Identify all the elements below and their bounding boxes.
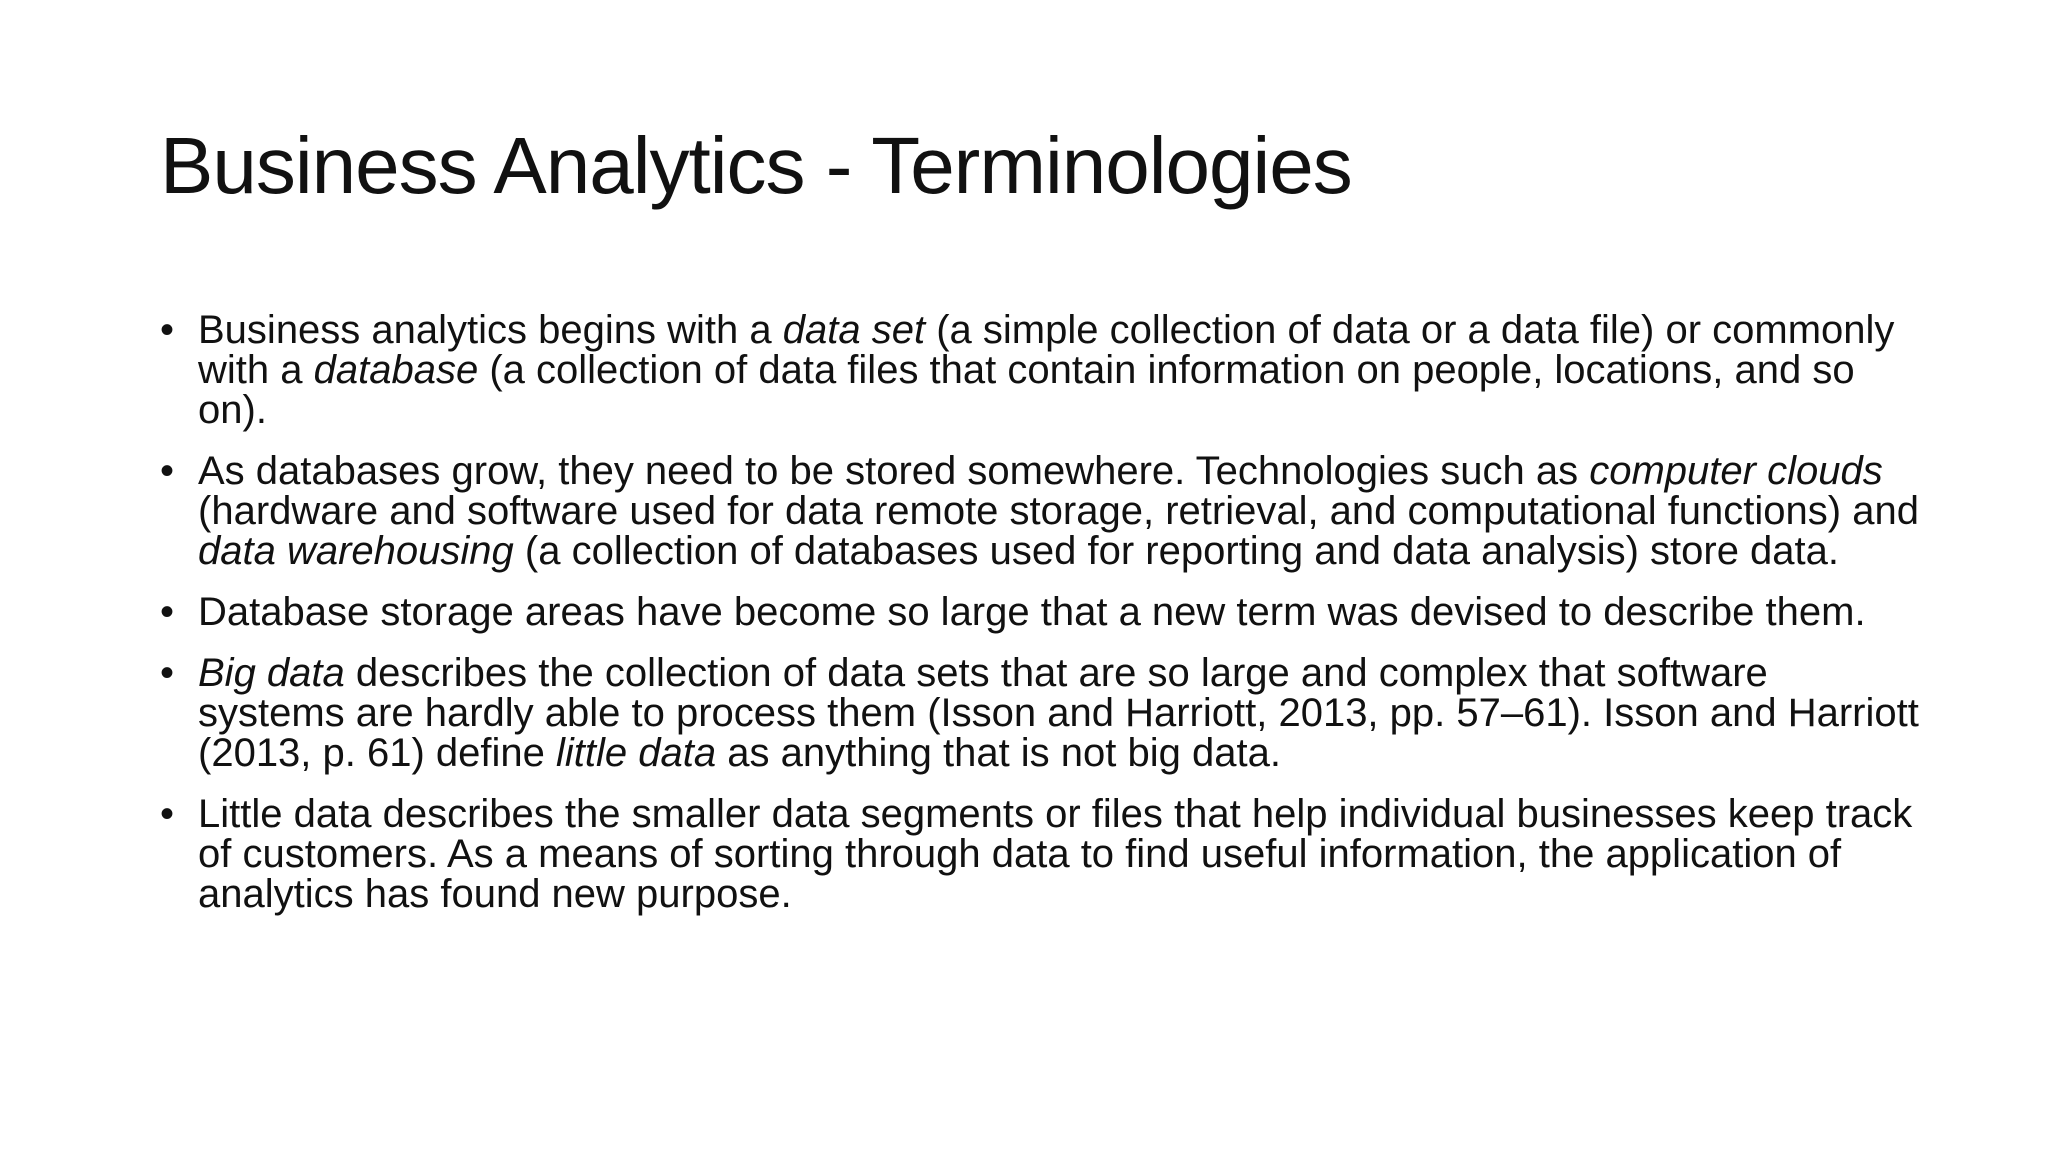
bullet-list xyxy=(160,310,1920,935)
bullet-dot-icon: • xyxy=(160,308,175,352)
bullet-term: little data xyxy=(556,731,717,775)
slide-title: Business Analytics - Terminologies xyxy=(160,121,1352,210)
bullet-term: data set xyxy=(782,308,926,352)
bullet-dot-icon: • xyxy=(160,449,175,493)
bullet-dot-icon: • xyxy=(160,651,175,695)
bullet-text: describes the collection of data sets that are so large and complex that software systems are hardly able to process them (Isson and Harriott, 2013, pp. 57–61). Isson and Harriott (2013, p. 61) define xyxy=(198,651,1919,775)
bullet-item xyxy=(160,310,1920,430)
bullet-text: As databases grow, they need to be stored somewhere. Technologies such as xyxy=(198,449,1590,493)
bullet-term: Big data xyxy=(198,651,345,695)
bullet-term: data warehousing xyxy=(198,529,514,573)
bullet-item xyxy=(160,592,1920,632)
bullet-text: Database storage areas have become so large that a new term was devised to describe them. xyxy=(198,590,1866,634)
bullet-text: (a collection of databases used for reporting and data analysis) store data. xyxy=(513,529,1840,573)
bullet-text: (hardware and software used for data remote storage, retrieval, and computational functions) and xyxy=(198,489,1919,533)
bullet-item xyxy=(160,653,1920,773)
bullet-text: Business analytics begins with a xyxy=(198,308,783,352)
bullet-text: as anything that is not big data. xyxy=(716,731,1281,775)
bullet-dot-icon: • xyxy=(160,590,175,634)
bullet-term: computer clouds xyxy=(1589,449,1883,493)
bullet-text: (a simple collection of data or a data file) or commonly with a xyxy=(198,308,1895,392)
bullet-item xyxy=(160,794,1920,914)
bullet-term: database xyxy=(313,348,479,392)
bullet-text: (a collection of data files that contain information on people, locations, and so on). xyxy=(198,348,1855,432)
bullet-dot-icon: • xyxy=(160,792,175,836)
bullet-text: Little data describes the smaller data segments or files that help individual businesses keep track of customers. As a means of sorting through data to find useful information, the application of analytics has found new purpose. xyxy=(198,792,1913,916)
bullet-item xyxy=(160,451,1920,571)
